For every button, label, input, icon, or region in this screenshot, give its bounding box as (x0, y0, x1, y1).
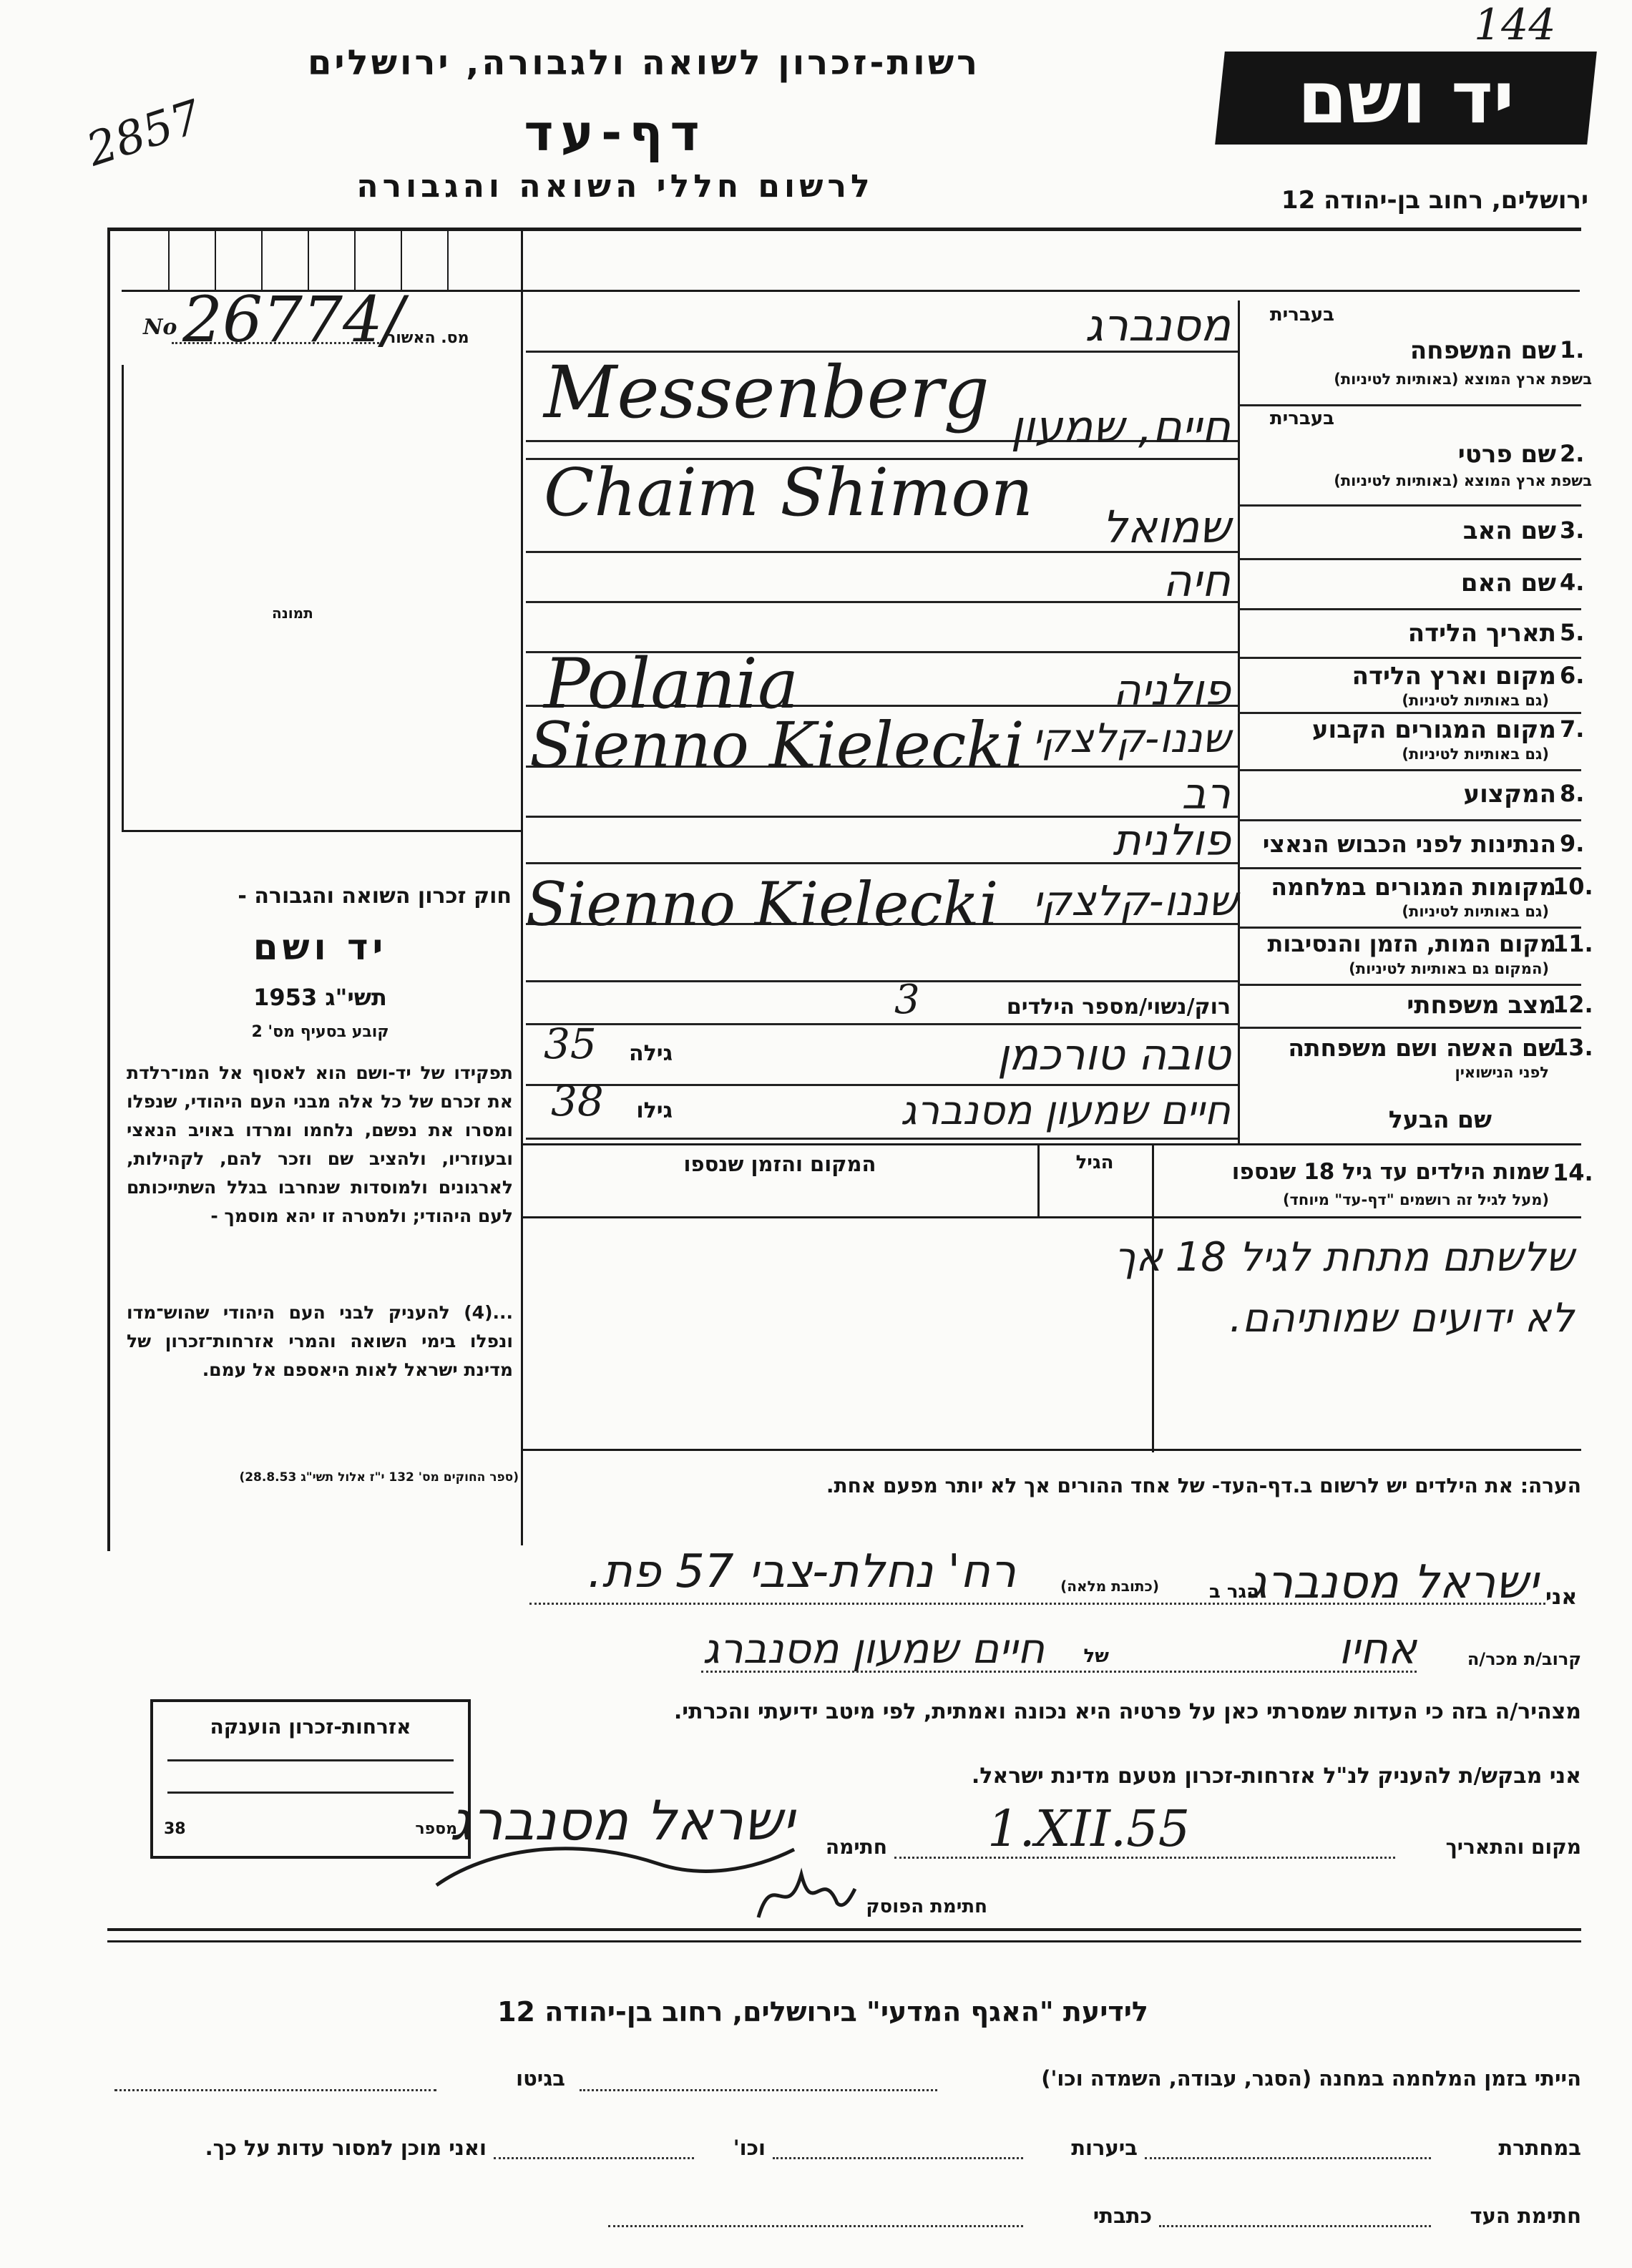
note-label: הערה: (1520, 1474, 1581, 1497)
surname-hebrew: מסנברג (1085, 299, 1231, 351)
label-wife: שם האשה ושם משפחתה (1288, 1034, 1556, 1062)
hebrew-tag-2: בעברית (1269, 408, 1334, 429)
declaration-date: 1.XII.55 (987, 1799, 1191, 1858)
citizenship-title: אזרחות-זכרון הוענקה (210, 1715, 411, 1739)
bottom-line-3b: כתבתי (1093, 2204, 1152, 2228)
hebrew-tag-1: בעברית (1269, 304, 1334, 326)
mother-name: חיה (1163, 554, 1231, 607)
label-death: מקום המות, הזמן והנסיבות (1267, 930, 1556, 957)
sub-surname: בשפת ארץ המוצא (באותיות לטיניות) (1334, 371, 1592, 388)
law-clause: קובע בסעיף מס' 2 (251, 1023, 389, 1041)
form-note (715, 1474, 1581, 1497)
bottom-line-1b: בגיטו (516, 2066, 565, 2091)
label-column-divider (1238, 300, 1240, 1145)
num-14: 14. (1553, 1159, 1593, 1186)
children-col-age: הגיל (1075, 1152, 1114, 1173)
sub-wife: לפני הנישואין (1455, 1064, 1549, 1081)
children-bottom-line (522, 1449, 1581, 1451)
children-col-line-2 (1037, 1145, 1040, 1216)
residence-latin: Sienno Kielecki (529, 708, 1025, 782)
sub-birth-place: (גם באותיות לטיניות) (1402, 692, 1549, 709)
law-name: יד ושם (253, 927, 388, 968)
officer-signature-label: חתימת הפוסק (866, 1896, 987, 1917)
of-label: של (1083, 1646, 1109, 1667)
declarant-i-label: אני (1545, 1585, 1578, 1610)
sub-first-name: בשפת ארץ המוצא (באותיות לטיניות) (1334, 472, 1592, 489)
declarant-name: ישראל מסנברג (1248, 1556, 1538, 1609)
bottom-line-1-dots-a (580, 2089, 937, 2091)
num-5: 5. (1560, 619, 1585, 646)
husband-age-label: גילו (636, 1098, 673, 1123)
law-paragraph-1: תפקידו של יד-ושם הוא לאסוף אל המו־רלדת את זכרם של כל אלה מבני העם היהודי, שנפלו ומסרו את נפשם, נלחמו ומרדו באויב הנאצי ובעוזריו, ולהציב שם וזכר להם, לקהילות, לארגונים ולמוסדות שנחרבו בגלל השתייכותם לעם היהודי; ולמטרה זו יהא מוסמך - (127, 1062, 513, 1226)
children-note-line-1: שלשתם מתחת לגיל 18 אך (1114, 1234, 1574, 1281)
signature-flourish (429, 1821, 801, 1907)
sub-death: (המקום גם באותיות לטיניות) (1349, 960, 1549, 977)
approval-line (172, 342, 379, 344)
cell-divider (215, 229, 216, 290)
address-label: (כתובת מלאה) (1060, 1578, 1159, 1595)
children-top-line (522, 1143, 1581, 1145)
org-name: רשות-זכרון לשואה ולגבורה, ירושלים (307, 43, 981, 83)
citizenship-box (150, 1699, 471, 1859)
husband-name: חיים שמעון מסנברג (900, 1087, 1231, 1134)
birth-place-hebrew: פולניה (1113, 665, 1231, 715)
cell-divider (447, 229, 449, 290)
approval-number: 26774/ (182, 283, 404, 356)
children-count: 3 (894, 977, 920, 1023)
photo-label: תמונה (272, 605, 313, 622)
label-wartime-residence: מקומות המגורים במלחמה (1271, 873, 1556, 901)
photo-box-left (122, 365, 124, 830)
birth-place-latin: Polania (544, 644, 799, 724)
husband-age: 38 (551, 1077, 604, 1125)
declarant-signature: ישראל מסנברג (449, 1789, 794, 1852)
nationality: פולנית (1113, 816, 1231, 866)
archive-side-number: 2857 (80, 90, 208, 177)
num-7: 7. (1560, 715, 1585, 743)
first-name-latin: Chaim Shimon (544, 454, 1033, 531)
father-name: שמואל (1102, 501, 1231, 553)
cell-divider (308, 229, 309, 290)
label-profession: המקצוע (1463, 780, 1556, 808)
approval-no-prefix: No (143, 315, 177, 340)
bottom-title: לידיעת "האגף המדעי" בירושלים, רחוב בן-יהודה 12 (497, 1996, 1148, 2028)
citizenship-number-label: מספר (415, 1820, 457, 1838)
officer-signature (751, 1860, 859, 1932)
bottom-line-2-dots-a (1145, 2157, 1431, 2159)
label-surname: שם המשפחה (1409, 336, 1556, 365)
column-divider (521, 229, 523, 1545)
num-11: 11. (1553, 930, 1593, 957)
note-text: את הילדים יש לרשום ב.דף-העד- של אחד ההורים אך לא יותר מפעם אחת. (826, 1474, 1514, 1497)
law-paragraph-2: ...(4) להעניק לבני העם היהודי שהוש־מדו ונפלו בימי השואה והמרי אזרחות־זכרון של מדינת ישראל לאות היאספם אל עמם. (127, 1302, 513, 1380)
marital-options: רוק/נשוי/מספר הילדים (1006, 994, 1231, 1020)
label-father: שם האב (1462, 517, 1556, 545)
relation-value: אחיו (1338, 1624, 1417, 1674)
form-subtitle: לרשום חללי השואה והגבורה (356, 168, 874, 205)
bottom-line-3-dots-a (1159, 2225, 1431, 2227)
num-9: 9. (1560, 830, 1585, 857)
photo-box-bottom (122, 830, 522, 832)
wife-age: 35 (544, 1020, 597, 1068)
wartime-residence-latin: Sienno Kielecki (526, 869, 999, 939)
bottom-line-2c: וכו' (733, 2136, 766, 2160)
children-col-place: המקום והזמן שנספו (683, 1152, 876, 1176)
residence-hebrew: שננו-קלצקי (1032, 715, 1231, 762)
address-line (529, 1603, 1545, 1605)
bottom-line-1a: הייתי בזמן המלחמה במחנה (הסגר, עבודה, השמדה וכו') (1041, 2066, 1581, 2091)
bottom-line-2-dots-b (773, 2157, 1023, 2159)
request-text: אני מבקש/ת להעניק לנ"ל אזרחות-זכרון מטעם מדינת ישראל. (971, 1764, 1581, 1789)
relation-line (701, 1671, 1417, 1673)
label-residence: מקום המגורים הקבוע (1311, 715, 1556, 744)
cell-divider (401, 229, 402, 290)
cell-divider (261, 229, 263, 290)
label-first-name: שם פרטי (1457, 440, 1556, 469)
law-box (122, 841, 519, 1553)
bottom-line-3a: חתימת העד (1470, 2204, 1581, 2228)
label-husband: שם הבעל (1388, 1105, 1492, 1133)
date-line (894, 1857, 1395, 1859)
archive-page-number: 144 (1474, 0, 1556, 50)
relation-label: קרוב/ת מכר/ה (1467, 1649, 1581, 1669)
law-footer: (ספר החוקים מס' 132 י"ז אלול תשי"ג 28.8.53) (239, 1470, 519, 1485)
cell-divider (168, 229, 170, 290)
num-12: 12. (1553, 991, 1593, 1018)
separator-line-1 (107, 1928, 1581, 1931)
wartime-residence-hebrew: שננו-קלצקי (1032, 876, 1238, 925)
children-note-line-2: לא ידועים שמותיהם. (1229, 1295, 1574, 1341)
sub-wartime-residence: (גם באותיות לטיניות) (1402, 903, 1549, 920)
label-marital: מצב משפחתי (1407, 991, 1556, 1020)
num-4: 4. (1560, 569, 1585, 596)
children-label: שמות הילדים עד גיל 18 שנספו (1231, 1159, 1549, 1185)
num-2: 2. (1560, 440, 1585, 467)
children-sub: (מעל לגיל זה רושמים "דף-עד" מיוחד) (1282, 1191, 1549, 1208)
label-nationality: הנתינות לפני הכבוש הנאצי (1262, 830, 1556, 858)
label-birth-date: תאריך הלידה (1407, 619, 1556, 647)
address: ירושלים, רחוב בן-יהודה 12 (1281, 186, 1588, 215)
label-birth-place: מקום וארץ הלידה (1352, 662, 1556, 690)
num-1: 1. (1560, 336, 1585, 363)
surname-latin: Messenberg (544, 351, 990, 434)
profession: רב (1181, 769, 1231, 819)
label-mother: שם האם (1460, 569, 1556, 597)
resides-label: הגר ב (1208, 1581, 1259, 1603)
law-year: תשי"ג 1953 (253, 984, 387, 1011)
form-title: דף-עד (524, 104, 707, 162)
law-title: חוק זכרון השואה והגבורה - (238, 884, 512, 909)
bottom-line-3-dots-b (608, 2225, 1023, 2227)
declaration-text: מצהיר/ה בזה כי העדות שמסרתי כאן על פרטיה היא נכונה ואמתית, לפי מיטב ידיעתי והכרתי. (673, 1699, 1581, 1724)
logo-text: יד ושם (1297, 56, 1515, 140)
place-date-label: מקום והתאריך (1445, 1835, 1581, 1859)
separator-line-2 (107, 1940, 1581, 1942)
children-header-line (522, 1216, 1581, 1218)
wife-age-label: גילה (629, 1041, 673, 1066)
declarant-address: רח' נחלת-צבי 57 פת. (587, 1545, 1016, 1598)
bottom-line-2b: ביערות (1071, 2136, 1138, 2160)
num-6: 6. (1560, 662, 1585, 689)
yad-vashem-logo (1215, 52, 1597, 145)
right-column-top-line (521, 290, 1580, 292)
num-10: 10. (1553, 873, 1593, 900)
num-3: 3. (1560, 517, 1585, 544)
num-8: 8. (1560, 780, 1585, 807)
bottom-line-1-dots-b (114, 2089, 436, 2091)
wife-name: טובה טורכמן (997, 1030, 1231, 1080)
sub-residence: (גם באותיות לטיניות) (1402, 746, 1549, 763)
num-13: 13. (1553, 1034, 1593, 1061)
first-name-hebrew: חיים, שמעון (1010, 401, 1231, 453)
frame-left-line (107, 228, 110, 1551)
of-value: חיים שמעון מסנברג (702, 1624, 1045, 1673)
frame-top-line (107, 228, 1581, 231)
signature-label: חתימה (825, 1835, 887, 1859)
cell-divider (354, 229, 356, 290)
citizenship-number-prefix: 38 (164, 1820, 186, 1838)
bottom-line-2a: במחתרת (1498, 2136, 1581, 2160)
approval-label: מס. האשור (386, 329, 469, 347)
bottom-line-2-dots-c (494, 2157, 694, 2159)
bottom-line-2d: ואני מוכן למסור עדות על כך. (205, 2136, 487, 2160)
